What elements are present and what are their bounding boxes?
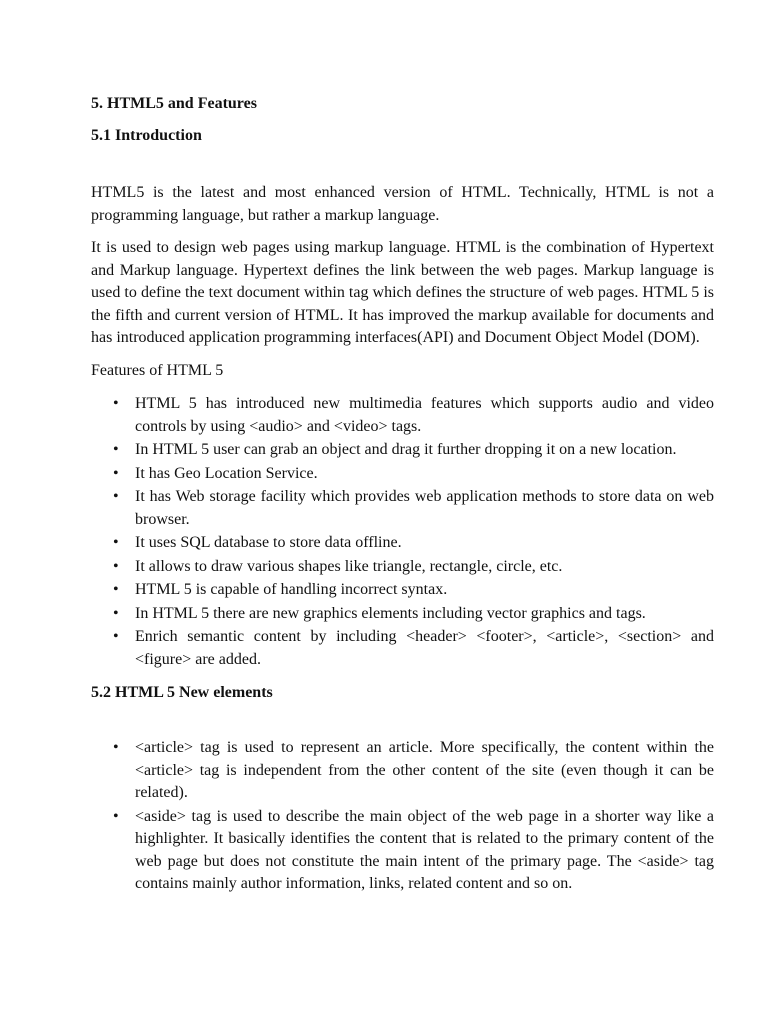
- list-item-text: <article> tag is used to represent an article. More specifically, the content within the <article> tag is independent from the other content of the site (even though it can be related).: [135, 739, 714, 801]
- list-item: [91, 463, 714, 486]
- features-title: Features of HTML 5: [91, 361, 224, 379]
- bullet-icon: •: [113, 628, 119, 645]
- list-item-text: Enrich semantic content by including <header> <footer>, <article>, <section> and <figure> are added.: [135, 628, 714, 668]
- bullet-icon: •: [113, 534, 119, 551]
- bullet-icon: •: [113, 395, 119, 412]
- intro-paragraph-2: It is used to design web pages using markup language. HTML is the combination of Hypertext and Markup language. Hypertext defines the link between the web pages. Markup language is used to define the text document within tag which defines the structure of web pages. HTML 5 is the fifth and current version of HTML. It has improved the markup available for documents and has introduced application programming interfaces(API) and Document Object Model (DOM).: [91, 239, 714, 346]
- list-item-text: HTML 5 has introduced new multimedia features which supports audio and video controls by using <audio> and <video> tags.: [135, 395, 714, 435]
- list-item-text: In HTML 5 there are new graphics elements including vector graphics and tags.: [135, 604, 646, 622]
- list-item: [91, 626, 714, 671]
- list-item-text: It has Geo Location Service.: [135, 464, 318, 482]
- chapter-heading: 5. HTML5 and Features: [91, 95, 257, 112]
- section-heading-new-elements: 5.2 HTML 5 New elements: [91, 684, 273, 701]
- list-item: [91, 439, 714, 462]
- list-item-text: It has Web storage facility which provides web application methods to store data on web browser.: [135, 488, 714, 528]
- bullet-icon: •: [113, 581, 119, 598]
- bullet-icon: •: [113, 488, 119, 505]
- list-item: [91, 486, 714, 531]
- list-item: [91, 579, 714, 602]
- section-heading-introduction: 5.1 Introduction: [91, 127, 202, 144]
- list-item-text: It uses SQL database to store data offline.: [135, 534, 402, 551]
- bullet-icon: •: [113, 441, 119, 458]
- list-item: [91, 556, 714, 579]
- bullet-icon: •: [113, 464, 119, 482]
- features-list: [91, 393, 714, 671]
- list-item: [91, 806, 714, 896]
- bullet-icon: •: [113, 739, 119, 756]
- list-item: [91, 393, 714, 438]
- list-item: [91, 532, 714, 555]
- bullet-icon: •: [113, 807, 119, 825]
- bullet-icon: •: [113, 604, 119, 622]
- list-item-text: HTML 5 is capable of handling incorrect syntax.: [135, 581, 448, 598]
- list-item: [91, 603, 714, 626]
- list-item-text: In HTML 5 user can grab an object and drag it further dropping it on a new location.: [135, 441, 677, 458]
- bullet-icon: •: [113, 557, 119, 575]
- document-page: [91, 92, 714, 906]
- list-item-text: <aside> tag is used to describe the main object of the web page in a shorter way like a highlighter. It basically identifies the content that is related to the primary content of the web page but does not constitute the main intent of the primary page. The <aside> tag contains mainly author information, links, related content and so on.: [135, 807, 714, 892]
- new-elements-list: [91, 737, 714, 896]
- list-item: [91, 737, 714, 805]
- intro-paragraph-1: HTML5 is the latest and most enhanced version of HTML. Technically, HTML is not a programming language, but rather a markup language.: [91, 184, 714, 224]
- list-item-text: It allows to draw various shapes like triangle, rectangle, circle, etc.: [135, 557, 563, 575]
